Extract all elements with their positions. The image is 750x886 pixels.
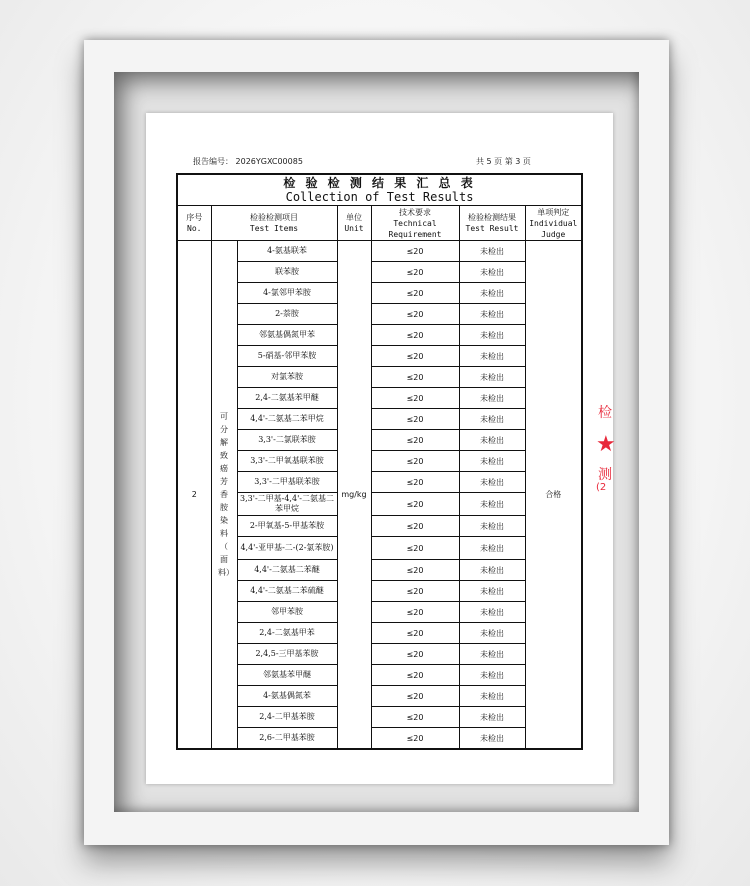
test-item: 邻甲苯胺 [237,602,337,623]
col-req-en1: Technical [393,218,437,228]
col-res-en: Test Result [465,224,519,233]
table-title-en: Collection of Test Results [285,190,474,204]
col-unit-en: Unit [344,224,364,233]
test-item: 4,4'-亚甲基-二-(2-氯苯胺) [237,537,337,560]
table-row [177,283,582,304]
test-item: 对氯苯胺 [237,367,337,388]
col-item-cn: 检验检测项目 [250,213,298,222]
table-row [177,493,582,516]
result-cell: 未检出 [459,623,525,644]
result-cell: 未检出 [459,728,525,750]
page-info: 共 5 页 第 3 页 [476,157,531,166]
table-row [177,728,582,750]
test-item: 2,6-二甲基苯胺 [237,728,337,750]
unit-cell: mg/kg [337,241,371,750]
test-item: 4,4'-二氨基二苯硫醚 [237,581,337,602]
official-seal [596,404,616,494]
table-row [177,451,582,472]
result-cell: 未检出 [459,665,525,686]
test-item: 2,4-二氨基甲苯 [237,623,337,644]
col-item-en: Test Items [249,224,299,233]
requirement-cell: ≤20 [371,581,459,602]
result-cell: 未检出 [459,430,525,451]
col-seq-en: No. [187,224,202,233]
category-text: 可分解致癌芳香胺染料（面料） [218,412,234,577]
category-label [211,241,237,750]
seal-char-mid: 测 [598,467,612,483]
result-cell: 未检出 [459,707,525,728]
table-row [177,388,582,409]
table-row [177,623,582,644]
test-item: 5-硝基-邻甲苯胺 [237,346,337,367]
col-header-judge [525,206,582,241]
result-cell: 未检出 [459,493,525,516]
col-header-item [211,206,337,241]
test-item: 3,3'-二氯联苯胺 [237,430,337,451]
col-judge-en2: Judge [541,229,566,239]
col-header-result [459,206,525,241]
requirement-cell: ≤20 [371,388,459,409]
requirement-cell: ≤20 [371,493,459,516]
result-cell: 未检出 [459,325,525,346]
table-row [177,409,582,430]
table-row [177,516,582,537]
result-cell: 未检出 [459,304,525,325]
test-item: 邻氨基苯甲醚 [237,665,337,686]
test-item: 2,4-二甲基苯胺 [237,707,337,728]
col-unit-cn: 单位 [346,213,362,222]
col-header-seq [177,206,211,241]
requirement-cell: ≤20 [371,665,459,686]
table-row [177,602,582,623]
test-item: 4-氨基联苯 [237,241,337,262]
requirement-cell: ≤20 [371,623,459,644]
result-cell: 未检出 [459,686,525,707]
result-cell: 未检出 [459,241,525,262]
result-cell: 未检出 [459,388,525,409]
col-seq-cn: 序号 [186,213,203,222]
col-judge-en1: Individual [529,218,578,228]
requirement-cell: ≤20 [371,346,459,367]
row-seq: 2 [177,241,211,750]
col-header-unit [337,206,371,241]
seal-char-bottom: (2 [596,482,607,493]
table-row [177,241,582,262]
requirement-cell: ≤20 [371,472,459,493]
col-header-requirement [371,206,459,241]
table-body [177,241,582,750]
table-row [177,686,582,707]
table-row [177,430,582,451]
requirement-cell: ≤20 [371,430,459,451]
result-cell: 未检出 [459,346,525,367]
result-cell: 未检出 [459,560,525,581]
requirement-cell: ≤20 [371,283,459,304]
test-item: 3,3'-二甲基-4,4'-二氨基二苯甲烷 [237,493,337,516]
test-item: 4,4'-二氨基二苯甲烷 [237,409,337,430]
table-row [177,707,582,728]
table-row [177,665,582,686]
test-item: 2,4,5-三甲基苯胺 [237,644,337,665]
requirement-cell: ≤20 [371,686,459,707]
col-res-cn: 检验检测结果 [468,213,516,222]
table-row [177,262,582,283]
col-req-en2: Requirement [388,229,442,239]
requirement-cell: ≤20 [371,325,459,346]
test-item: 3,3'-二甲氧基联苯胺 [237,451,337,472]
table-row [177,304,582,325]
result-cell: 未检出 [459,644,525,665]
requirement-cell: ≤20 [371,728,459,750]
col-judge-cn: 单项判定 [537,207,570,217]
requirement-cell: ≤20 [371,707,459,728]
requirement-cell: ≤20 [371,262,459,283]
table-row [177,367,582,388]
requirement-cell: ≤20 [371,304,459,325]
table-row [177,537,582,560]
test-item: 邻氨基偶氮甲苯 [237,325,337,346]
result-cell: 未检出 [459,581,525,602]
report-number: 报告编号： 2026YGXC00085 [193,157,303,166]
result-cell: 未检出 [459,537,525,560]
requirement-cell: ≤20 [371,602,459,623]
requirement-cell: ≤20 [371,644,459,665]
requirement-cell: ≤20 [371,560,459,581]
table-header-row [177,206,582,241]
result-cell: 未检出 [459,602,525,623]
result-cell: 未检出 [459,409,525,430]
result-cell: 未检出 [459,472,525,493]
results-table [176,173,583,750]
requirement-cell: ≤20 [371,451,459,472]
result-cell: 未检出 [459,367,525,388]
seal-star-icon: ★ [596,432,616,457]
table-row [177,346,582,367]
test-item: 2,4-二氨基苯甲醚 [237,388,337,409]
test-item: 4,4'-二氨基二苯醚 [237,560,337,581]
test-item: 2-萘胺 [237,304,337,325]
judge-cell: 合格 [525,241,582,750]
table-row [177,472,582,493]
test-item: 4-氯邻甲苯胺 [237,283,337,304]
requirement-cell: ≤20 [371,516,459,537]
result-cell: 未检出 [459,262,525,283]
table-row [177,581,582,602]
test-item: 2-甲氧基-5-甲基苯胺 [237,516,337,537]
table-title-cn: 检 验 检 测 结 果 汇 总 表 [283,176,476,190]
col-req-cn: 技术要求 [399,207,431,217]
requirement-cell: ≤20 [371,367,459,388]
table-row [177,560,582,581]
requirement-cell: ≤20 [371,537,459,560]
table-row [177,644,582,665]
test-item: 3,3'-二甲基联苯胺 [237,472,337,493]
test-item: 4-氨基偶氮苯 [237,686,337,707]
result-cell: 未检出 [459,283,525,304]
test-item: 联苯胺 [237,262,337,283]
table-row [177,325,582,346]
requirement-cell: ≤20 [371,241,459,262]
result-cell: 未检出 [459,451,525,472]
requirement-cell: ≤20 [371,409,459,430]
seal-char-top: 检 [598,405,612,421]
table-title [177,174,582,206]
result-cell: 未检出 [459,516,525,537]
